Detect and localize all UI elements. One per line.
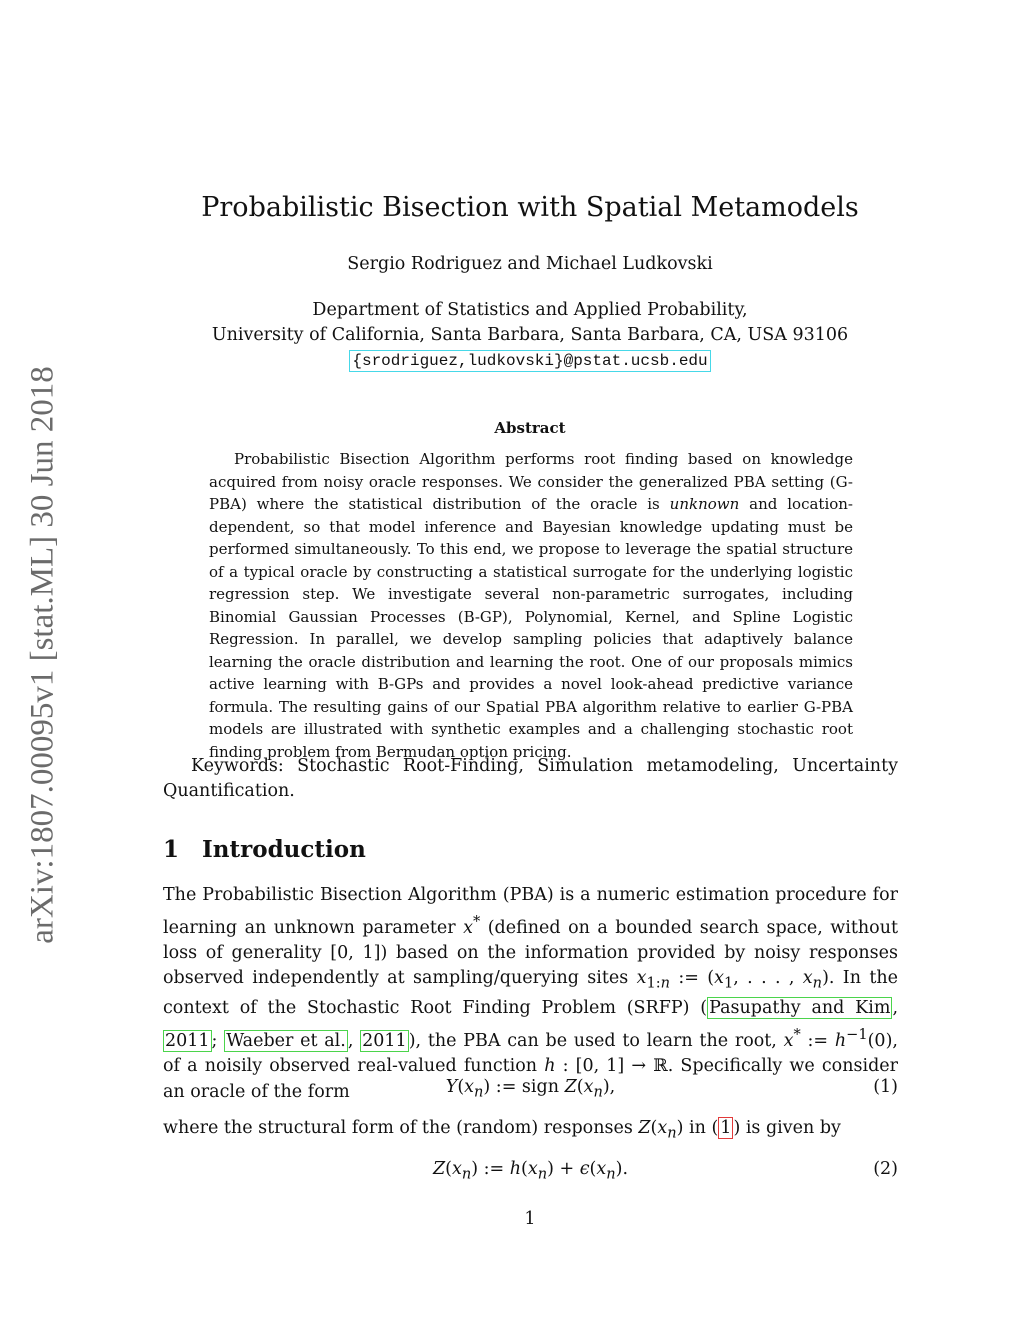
section-number: 1 [163, 836, 180, 863]
citation-link[interactable]: Waeber et al. [226, 1030, 346, 1051]
abstract-text: Probabilistic Bisection Algorithm performs root finding based on knowledge acquired from noisy oracle responses. We consider the generalized PBA setting (G-PBA) where the statistical distribution of the oracle is unknown and location-dependent, so that model inference and Bayesian knowledge updating must be performed simultaneously. To this end, we propose to leverage the spatial structure of a typical oracle by constructing a statistical surrogate for the underlying logistic regression step. We investigate several non-parametric surrogates, including Binomial Gaussian Processes (B-GP), Polynomial, Kernel, and Spline Logistic Regression. In parallel, we develop sampling policies that adaptively balance learning the oracle distribution and learning the root. One of our proposals mimics active learning with B-GPs and provides a novel look-ahead predictive variance formula. The resulting gains of our Spatial PBA algorithm relative to earlier G-PBA models are illustrated with synthetic examples and a challenging stochastic root finding problem from Bermudan option pricing. [209, 450, 853, 761]
citation-link[interactable]: Pasupathy and Kim [709, 998, 891, 1019]
equation-ref-link[interactable]: 1 [720, 1118, 732, 1138]
authors: Sergio Rodriguez and Michael Ludkovski [347, 254, 713, 274]
affiliation-line-1: Department of Statistics and Applied Probability, [312, 300, 748, 320]
affiliation-line-2: University of California, Santa Barbara, Santa Barbara, CA, USA 93106 [211, 325, 849, 345]
equation-number: (1) [873, 1077, 898, 1097]
abstract-heading: Abstract [494, 419, 566, 437]
keywords: Keywords: Stochastic Root-Finding, Simulation metamodeling, Uncertainty Quantification. [163, 756, 898, 801]
equation-number: (2) [873, 1159, 898, 1179]
equation-2: $Z(x_n)$ := $h(x_n) + \epsilon(x_n)$. (2) [432, 1159, 898, 1183]
intro-paragraph: The Probabilistic Bisection Algorithm (PBA) is a numeric estimation procedure for learning an unknown parameter x* (defined on a bounded search space, without loss of generality [0, 1]) based on the information provided by noisy responses observed independently at sampling/querying sites $x_{1:n}$ := ($x_1$, . . . , $x_n$). In the context of the Stochastic Root Finding Problem (SRFP) ( Pasupathy and Kim , 2011 ; Waeber et al. , 2011 ), the PBA can be used to learn the root, x* := $h^{-1}(0)$, of a noisily observed real-valued function h : [0, 1] → ℝ. Specifically we consider an oracle of the form [163, 885, 899, 1102]
emphasis-unknown: unknown [669, 495, 740, 513]
citation-year-link[interactable]: 2011 [165, 1030, 210, 1051]
equation-1: $Y(x_n)$ := sign $Z(x_n)$, (1) [445, 1077, 898, 1101]
section-heading [163, 836, 366, 863]
citation-year-link[interactable]: 2011 [362, 1030, 407, 1051]
paragraph-2: where the structural form of the (random) responses $Z(x_n)$ in ( 1 ) is given by [163, 1118, 841, 1142]
page-number: 1 [524, 1209, 536, 1229]
affiliation [162, 298, 898, 373]
arxiv-stamp: arXiv:1807.00095v1 [stat.ML] 30 Jun 2018 [24, 366, 61, 944]
section-title: Introduction [202, 836, 366, 863]
email-link[interactable]: {srodriguez,ludkovski}@pstat.ucsb.edu [349, 350, 710, 372]
paper-title: Probabilistic Bisection with Spatial Metamodels [201, 192, 859, 223]
